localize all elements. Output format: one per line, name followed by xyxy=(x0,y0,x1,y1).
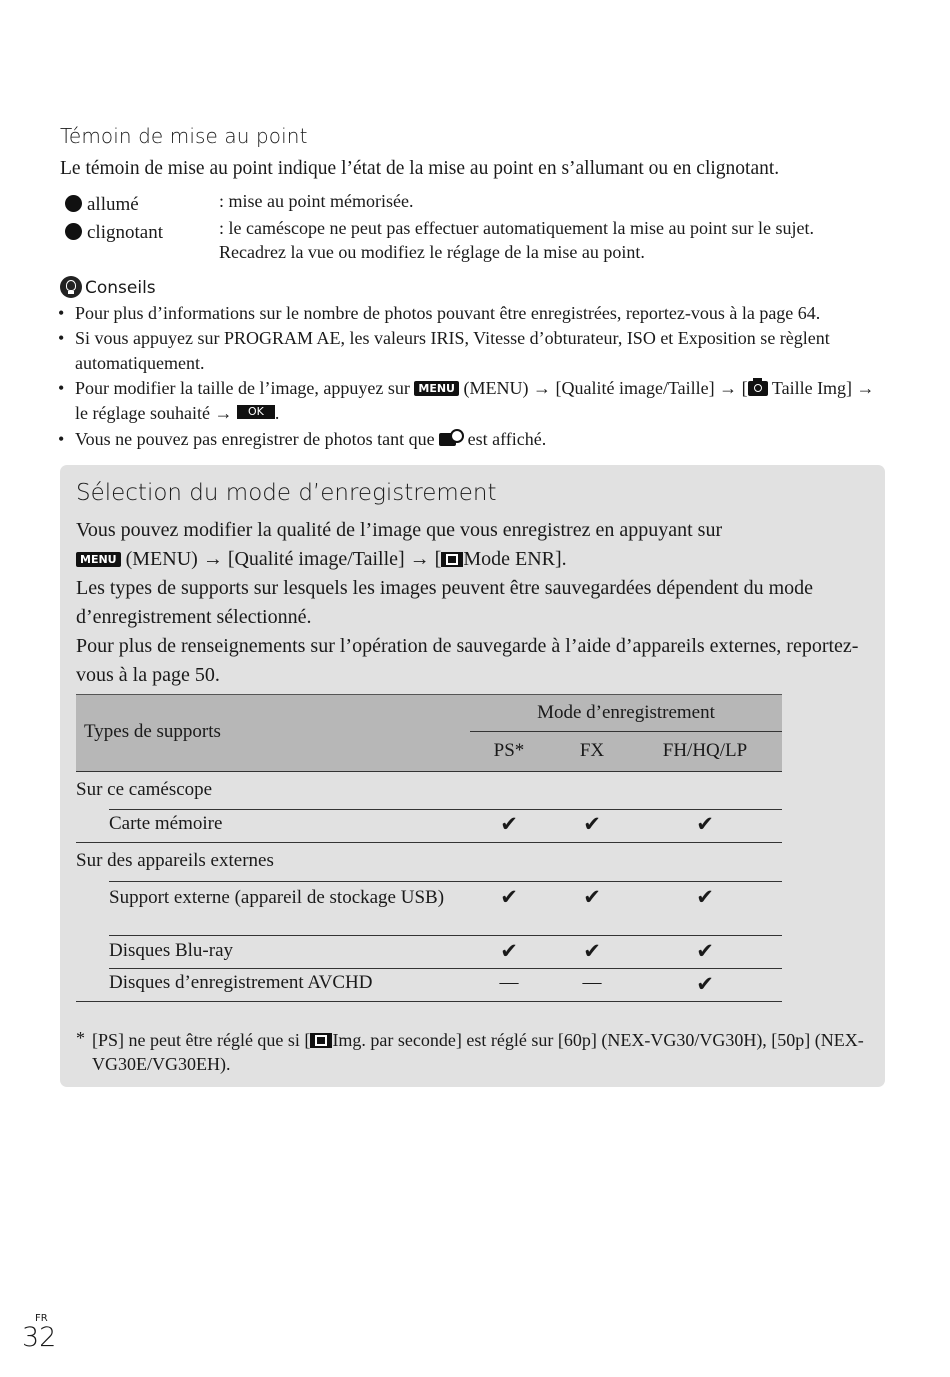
check-icon: ✔ xyxy=(500,939,518,963)
tip-bullet-1: • Pour plus d’informations sur le nombre de photos pouvant être enregistrées, reportez-vous à la page 64. xyxy=(58,301,890,326)
row-divider xyxy=(109,968,782,969)
tips-title: Conseils xyxy=(85,278,156,298)
check-icon: ✔ xyxy=(583,939,601,963)
header-mode-ps: PS* xyxy=(493,740,525,761)
check-icon: ✔ xyxy=(696,812,714,836)
header-mode-fx: FX xyxy=(579,740,605,761)
selection-paragraph-3: Pour plus de renseignements sur l’opération de sauvegarde à l’aide d’appareils externes, reportez-vous à la page 50. xyxy=(76,635,859,686)
tip-3-part-d: . xyxy=(274,403,280,423)
filled-circle-icon xyxy=(65,223,82,240)
check-icon: ✔ xyxy=(696,885,714,909)
check-icon: ✔ xyxy=(500,812,518,836)
selection-paragraph-2: Les types de supports sur lesquels les images peuvent être sauvegardées dépendent du mode d’enregistrement sélectionné. xyxy=(76,577,814,628)
camera-icon xyxy=(748,381,768,396)
header-recording-mode: Mode d’enregistrement xyxy=(537,702,715,723)
row-divider xyxy=(109,881,782,882)
selection-p1-line-b xyxy=(76,545,866,574)
selection-p1-part-b: (MENU) → [Qualité image/Taille] → [ xyxy=(125,548,442,570)
dash-mark: — xyxy=(582,972,602,993)
table-group-external: Sur des appareils externes xyxy=(76,850,274,871)
row-avchd: Disques d’enregistrement AVCHD xyxy=(109,972,373,993)
language-code: FR xyxy=(35,1313,48,1324)
tip-4-part-b: est affiché. xyxy=(467,429,547,449)
film-icon xyxy=(310,1033,332,1048)
check-icon: ✔ xyxy=(500,885,518,909)
row-divider xyxy=(109,809,782,810)
state-blinking-label: clignotant xyxy=(87,222,163,243)
row-divider xyxy=(76,842,782,843)
selection-p1-line-a: Vous pouvez modifier la qualité de l’image que vous enregistrez en appuyant sur xyxy=(76,519,723,541)
footnote-text xyxy=(76,1028,882,1076)
check-icon: ✔ xyxy=(583,885,601,909)
selection-paragraph-1 xyxy=(76,516,866,574)
header-mode-fh: FH/HQ/LP xyxy=(662,740,748,761)
check-icon: ✔ xyxy=(583,812,601,836)
section-title-focus: Témoin de mise au point xyxy=(60,124,308,148)
check-icon: ✔ xyxy=(696,939,714,963)
page-number: 32 xyxy=(22,1322,57,1353)
state-blinking xyxy=(65,222,163,244)
menu-button-icon: MENU xyxy=(414,381,459,396)
filled-circle-icon xyxy=(65,195,82,212)
table-header-divider xyxy=(470,731,782,732)
row-memory-card: Carte mémoire xyxy=(109,813,223,834)
lightbulb-icon xyxy=(60,276,82,298)
menu-button-icon: MENU xyxy=(76,552,121,567)
state-blinking-desc: : le caméscope ne peut pas effectuer automatiquement la mise au point sur le sujet. Recadrez la vue ou modifiez le réglage de la mise au point. xyxy=(219,218,814,262)
dash-mark: — xyxy=(499,972,519,993)
ok-button-icon: OK xyxy=(237,405,275,419)
row-divider xyxy=(109,935,782,936)
table-bottom-border xyxy=(76,1001,782,1002)
row-bluray: Disques Blu-ray xyxy=(109,940,234,961)
header-media-types: Types de supports xyxy=(84,721,221,742)
film-icon xyxy=(441,552,463,567)
footnote-part-a: [PS] ne peut être réglé que si [ xyxy=(92,1030,311,1050)
focus-intro-text: Le témoin de mise au point indique l’état de la mise au point en s’allumant ou en clignotant. xyxy=(60,158,780,179)
state-on-label: allumé xyxy=(87,194,139,215)
tip-3-part-c: Taille Img] → le réglage souhaité → xyxy=(75,378,875,423)
tips-header xyxy=(60,276,156,298)
no-photo-icon xyxy=(439,429,463,447)
tip-4-part-a: Vous ne pouvez pas enregistrer de photos tant que xyxy=(75,429,435,449)
footnote-marker: * xyxy=(76,1028,85,1048)
check-icon: ✔ xyxy=(696,972,714,996)
table-group-camcorder: Sur ce caméscope xyxy=(76,779,213,800)
footnote-part-b: Img. par seconde] est réglé sur [60p] (NEX-VG30/VG30H), [50p] (NEX-VG30E/VG30EH). xyxy=(92,1030,864,1074)
state-on xyxy=(65,194,139,216)
state-on-desc: : mise au point mémorisée. xyxy=(219,191,414,211)
tip-bullet-3 xyxy=(58,376,890,426)
tip-3-part-b: (MENU) → [Qualité image/Taille] → [ xyxy=(463,378,748,398)
section-title-recording-mode: Sélection du mode d’enregistrement xyxy=(76,480,497,506)
selection-p1-part-c: Mode ENR]. xyxy=(463,548,567,570)
tip-3-part-a: Pour modifier la taille de l’image, appuyez sur xyxy=(75,378,410,398)
row-external-storage: Support externe (appareil de stockage USB) xyxy=(109,887,445,908)
tip-bullet-4 xyxy=(58,427,890,452)
tip-bullet-2: • Si vous appuyez sur PROGRAM AE, les valeurs IRIS, Vitesse d’obturateur, ISO et Exposition se règlent automatiquement. xyxy=(58,326,890,376)
